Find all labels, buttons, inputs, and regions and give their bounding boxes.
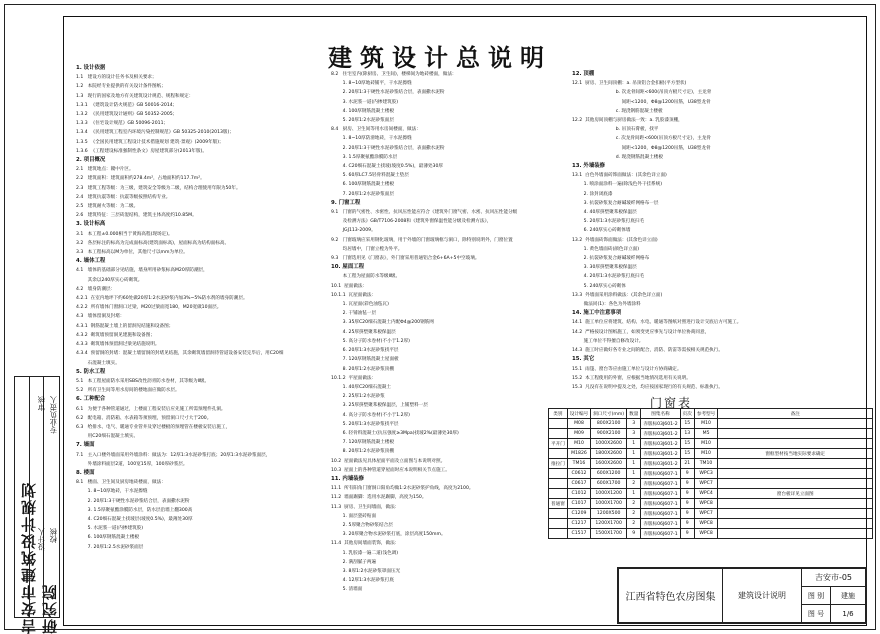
table-header: 数量: [627, 409, 641, 419]
table-cell: WPC7: [694, 479, 717, 489]
note-line: 2. 5厚聚合物砂浆结合层: [331, 522, 393, 528]
note-line: 4. 25厚挤塑聚苯板保温层: [331, 329, 396, 335]
note-line: 1. 黄色墙面砖(颜色详立面): [572, 246, 640, 252]
table-cell: 赤版标06J607-1: [641, 529, 680, 539]
note-line: 7. 20厚1:2.5水泥砂浆面层: [76, 544, 144, 550]
note-line: 6. 20厚1:3水泥砂浆找平层: [331, 348, 399, 354]
table-cell: M5: [694, 429, 717, 439]
section-heading: 7. 墙面: [76, 442, 95, 449]
table-cell: [549, 509, 568, 519]
table-cell: TM16: [567, 459, 590, 469]
note-line: 1.3.4 《民用建筑工程室内环境污染控制规范》GB 50325-2010(2013版)；: [76, 130, 234, 136]
note-line: 6. 100厚钢筋混凝土楼板: [331, 182, 395, 188]
note-line: 5. 20厚1:2水泥砂浆面层: [331, 118, 394, 124]
table-cell: 赤版标03J601-2: [641, 459, 680, 469]
door-window-table: [548, 408, 873, 539]
note-line: 6.2 配电箱、消防箱、水表箱等须预埋，预留洞口尺寸大于200。: [76, 415, 212, 421]
note-line: 4.3.4 预留洞的封堵：混凝土墙留洞的封堵见结施，其余砌筑墙留洞待管道设备安装完毕后，用C20细: [76, 351, 284, 357]
drawing-code: 吉安市-05: [801, 568, 866, 587]
notes-column-3: [572, 70, 741, 392]
table-cell: 15: [680, 419, 694, 429]
note-line: 13.3 外墙面采用涂料做法：(其余色详立面): [572, 292, 663, 298]
note-line: 2. 涂封闭底漆: [572, 191, 613, 197]
table-cell: 1200X500: [591, 509, 627, 519]
note-line: 均居墙中，门窗立樘为外平。: [331, 246, 403, 252]
section-heading: 13. 外墙装修: [572, 163, 605, 170]
number-value: 1/6: [830, 604, 866, 623]
table-cell: 赤版标06J607-1: [641, 499, 680, 509]
note-line: 2.6 建筑特征：三层砖混结构，建筑主体高度约10.85M。: [76, 213, 197, 219]
table-cell: 9: [627, 529, 641, 539]
table-row: [549, 469, 873, 479]
table-cell: 9: [680, 519, 694, 529]
table-cell: M1826: [567, 449, 590, 459]
table-cell: 赤版标06J607-1: [641, 469, 680, 479]
section-heading: 8. 楼面: [76, 469, 95, 476]
note-line: 5. 60厚LC7.5轻骨料混凝土垫层: [331, 173, 409, 179]
table-cell: 900X2100: [591, 429, 627, 439]
table-header: 设计编号: [567, 409, 590, 419]
table-cell: WPC7: [694, 509, 717, 519]
table-cell: 窗台板详见立面图: [718, 489, 873, 499]
note-line: 2. 20厚1:3干硬性水泥砂浆结合层，表面撒水泥粉: [331, 90, 445, 96]
table-cell: 推拉门: [549, 459, 568, 469]
note-line: 1.3.2 《民用建筑设计通则》GB 50352-2005；: [76, 112, 178, 118]
note-line: 12.1 厨房、卫生间顶棚：a. 吊顶铝合金扣板(平方型状): [572, 81, 687, 87]
table-cell: C1517: [567, 529, 590, 539]
note-line: 石混凝土填实。: [76, 360, 120, 366]
table-cell: C1017: [567, 499, 590, 509]
table-cell: 9: [680, 529, 694, 539]
note-line: 1.2 本院经专业提供的有关设计条件图纸；: [76, 84, 166, 90]
table-cell: M10: [567, 439, 590, 449]
table-cell: [718, 499, 873, 509]
note-line: 5. 20厚1:3水泥砂浆找平层: [331, 421, 399, 427]
note-line: 14.3 施工时应做好各专业之间的配合，消防、防雷等需按相关规范执行。: [572, 348, 723, 354]
note-line: 15.3 凡没有在说明中提及之处，均应按国家现行的有关规范、标准执行。: [572, 384, 723, 390]
note-line: 13.2 外墙面砖饰面做法：(其余色详立面): [572, 237, 658, 243]
table-cell: 2: [627, 509, 641, 519]
table-cell: [549, 449, 568, 459]
table-row: [549, 499, 873, 509]
note-line: 3. 25厚挤塑聚苯板保温层，上铺塑料一层: [331, 403, 428, 409]
note-line: 2. 抗裂砂浆复合耐碱玻纤网格布: [572, 256, 650, 262]
table-cell: 1: [627, 449, 641, 459]
note-line: 10.2 屋面做法见具体屋面平面及立面图与本说明对照。: [331, 458, 446, 464]
table-cell: [718, 419, 873, 429]
category-label: 图 别: [801, 586, 831, 605]
note-line: 15.2 本工程使用的外窗，应根据当地情况选用有关说明。: [572, 375, 691, 381]
note-line: 9.2 门窗玻璃应采用钢化玻璃，用于外墙的门窗玻璃框与洞口，除特别说明外，门窗位置: [331, 237, 513, 243]
note-line: 12.2 其他房间顶棚与厨房做法一致：a. 乳胶漆顶棚，: [572, 118, 683, 124]
lead-label: 专业负责人: [49, 396, 58, 434]
note-line: d. 现浇钢筋混凝土楼板: [572, 154, 663, 160]
table-cell: WPC4: [694, 489, 717, 499]
note-line: 2. 干铺油毡一层: [331, 311, 377, 317]
note-line: 1.3.3 《住宅设计规范》GB 50096-2011；: [76, 121, 169, 127]
table-cell: [718, 479, 873, 489]
note-line: 2.4 建筑抗震等级：抗震等级按照结构专业。: [76, 194, 171, 200]
table-cell: 1600X2600: [591, 459, 627, 469]
organization-name: 吉安市建筑设计规划研究院: [20, 481, 59, 634]
table-cell: [549, 519, 568, 529]
table-cell: [549, 489, 568, 499]
table-cell: WPC8: [694, 519, 717, 529]
table-cell: 3: [627, 419, 641, 429]
note-line: 3.1 本工程±0.000相当于黄海高程(现场定)。: [76, 231, 173, 237]
table-cell: 1: [627, 469, 641, 479]
note-line: 4.3.2 砌筑墙预留洞见建施和设备图；: [76, 332, 155, 338]
note-line: 5. 高分子防水卷材(不小于1.2厚): [331, 338, 410, 344]
note-line: 7.1 主入口楼外墙面采用外墙涂料：做法为：12厚1:3水泥砂浆打底；20厚1:3水泥砂浆面层，: [76, 452, 271, 458]
note-line: 6.3 给排水、电气、暖通专业管井及穿过楼板的预埋管在楼板安装后施工，: [76, 424, 231, 430]
section-heading: 10. 屋面工程: [331, 264, 364, 271]
note-line: 1.3 现行的国家及地方有关建筑设计规范、规程和规定：: [76, 93, 194, 99]
note-line: 2.3 建筑工程等级：为三级，建筑安全等级为二级，结构合理使用年限为50年。: [76, 185, 241, 191]
table-cell: [718, 469, 873, 479]
note-line: 8. 20厚1:2水泥砂浆顶棚: [331, 366, 394, 372]
section-heading: 6. 工种配合: [76, 396, 106, 403]
table-cell: 赤版标06J607-1: [641, 489, 680, 499]
note-line: 4. C20细石混凝土找坡(坡度0.5%)，最薄处30厚: [331, 164, 443, 170]
number-label: 图 号: [801, 604, 831, 623]
note-line: 1.3.6 《工程建设标准强制性条文》房屋建筑部分(2013年版)。: [76, 148, 207, 154]
note-line: 3. 8厚1:2水泥砂浆罩面压光: [331, 568, 401, 574]
table-cell: 窗框型材按当地实际要求确定: [718, 449, 873, 459]
table-cell: 赤版标03J601-2: [641, 439, 680, 449]
table-cell: 15: [680, 439, 694, 449]
note-line: 10.1.2 平屋面做法：: [331, 375, 377, 381]
table-row: [549, 459, 873, 469]
table-row: [549, 489, 873, 499]
note-line: 用C20细石混凝土填实。: [76, 434, 139, 440]
note-line: 1.1 建设方的设计任务书及相关要求；: [76, 75, 157, 81]
table-cell: 600X1700: [591, 479, 627, 489]
table-cell: 赤版标06J607-1: [641, 479, 680, 489]
note-line: 14.2 严格按设计图纸施工，如须变更应事先与设计单位协商同意，: [572, 329, 710, 335]
table-cell: 600X1200: [591, 469, 627, 479]
table-cell: WPC8: [694, 529, 717, 539]
note-line: 2.5 建筑耐火等级：为二级。: [76, 204, 139, 210]
note-line: 3. 水泥浆一道(内掺建筑胶): [331, 99, 399, 105]
table-cell: 1000X1700: [591, 499, 627, 509]
table-cell: 赤版标03J601-2: [641, 449, 680, 459]
note-line: 4.3.1 钢筋混凝土墙上的留洞见结施和设备图；: [76, 323, 174, 329]
table-header: 类别: [549, 409, 568, 419]
table-header: 图集名称: [641, 409, 680, 419]
note-line: 14.1 施工单位应将建筑、结构、水电、暖通等图纸对照进行设计交底后方可施工。: [572, 320, 742, 326]
note-line: 4. 高分子防水卷材(不小于1.2厚): [331, 412, 410, 418]
note-line: 2. 20厚1:3干硬性水泥砂浆结合层，表面撒水泥粉: [331, 145, 445, 151]
note-line: 3. 1.5厚聚氨酯涂膜防水层，防水层沿墙上翻300高: [76, 507, 193, 513]
checker-label: 校核: [49, 528, 58, 543]
note-line: 4. C20细石混凝土找坡层(坡度0.5%)，最薄处30厚: [76, 516, 193, 522]
table-row: [549, 509, 873, 519]
table-cell: [549, 529, 568, 539]
table-cell: [718, 529, 873, 539]
table-cell: [718, 429, 873, 439]
table-row: [549, 449, 873, 459]
table-cell: 1: [627, 439, 641, 449]
reviewer-label: 审核: [37, 396, 46, 411]
note-line: 11.4 其他房间墙面装饰，做法：: [331, 541, 400, 547]
section-heading: 9. 门窗工程: [331, 199, 361, 206]
designer-label: 设计人: [37, 528, 46, 551]
table-header: 页次: [680, 409, 694, 419]
note-line: 15.1 雨篷、窗台等应由施工单位与设计方协商确定。: [572, 366, 682, 372]
note-line: 外墙涂料面层2道，100宽15厚，100厚砂浆层。: [76, 461, 188, 467]
table-cell: C1217: [567, 519, 590, 529]
note-line: 5.2 所有卫生间等用水房间的楼地面应做防水层。: [76, 388, 180, 394]
note-line: 做法同(1)：各色为外墙涂料: [572, 302, 641, 308]
note-line: 4. 40厚挤塑聚苯板保温层: [572, 210, 637, 216]
note-line: 3. 抗裂砂浆复合耐碱玻纤网格布一层: [572, 200, 659, 206]
note-line: 10.3 屋面上的各种管道穿屋面时应本说明相关节点施工。: [331, 467, 450, 473]
note-line: 8.1 楼面、卫生间及厨房地砖楼面，做法：: [76, 480, 166, 486]
table-cell: M10: [694, 439, 717, 449]
note-line: 10.1 屋面做法：: [331, 283, 368, 289]
table-cell: 2: [627, 499, 641, 509]
door-table-title: 门窗表: [650, 396, 693, 410]
table-cell: M08: [567, 419, 590, 429]
table-cell: 赤版标03J601-2: [641, 419, 680, 429]
note-line: 1. 瓦屋面(彩色油毡瓦): [331, 302, 389, 308]
section-heading: 1. 设计依据: [76, 65, 106, 71]
table-row: [549, 479, 873, 489]
title-block: [617, 567, 867, 624]
table-cell: M09: [567, 429, 590, 439]
note-line: 9.3 门窗选用见《门窗表》，外门窗采用普通铝合金6+6A+5中空玻璃。: [331, 256, 480, 262]
table-cell: 赤版标06J607-1: [641, 509, 680, 519]
page-title: 建筑设计总说明: [328, 43, 552, 72]
table-header: 洞口尺寸(mm): [591, 409, 627, 419]
note-line: 间距<1200，Φ8@1200吊筋，U38型龙骨: [572, 99, 711, 105]
table-cell: C0617: [567, 479, 590, 489]
table-cell: 1800X2600: [591, 449, 627, 459]
table-cell: 2: [627, 519, 641, 529]
table-cell: 赤版标03J601-2: [641, 429, 680, 439]
note-line: c. 次龙骨间距<600(吊顶方板尺寸定)，主龙骨: [572, 136, 711, 142]
note-line: 8.2 住宅室内(除厨房、卫生间)，楼梯间为地砖楼面，做法：: [331, 72, 457, 77]
table-cell: 平开门: [549, 439, 568, 449]
note-line: 4.3.3 砌筑墙体预留洞过梁见结施说明。: [76, 342, 160, 348]
note-line: 1. 乳胶漆一遍二道(浅色调): [331, 550, 399, 556]
table-cell: 9: [680, 469, 694, 479]
table-cell: C0612: [567, 469, 590, 479]
notes-column-1: [76, 64, 283, 552]
table-cell: [718, 519, 873, 529]
note-line: 8.4 厨房、卫生间等用水房间楼面，做法：: [331, 127, 421, 133]
note-line: 2.1 建筑地点：赣中片区。: [76, 167, 134, 173]
table-row: [549, 439, 873, 449]
table-cell: TM10: [694, 459, 717, 469]
note-line: 5. 20厚1:3水泥砂浆打底扫毛: [572, 219, 645, 225]
note-line: 6. 100厚钢筋混凝土楼板: [76, 535, 140, 541]
note-line: 2.2 建筑面积：建筑面积约278.4m²，占地面积约117.7m²。: [76, 176, 205, 182]
note-line: 1. 8~10厚地砖铺平，干水泥擦缝: [331, 81, 412, 87]
table-row: [549, 419, 873, 429]
note-line: 4.2.1 在室内地坪下约60处做20厚1:2水泥砂浆内加3%~5%防水剂的墙身防潮层。: [76, 296, 248, 302]
table-cell: 13: [680, 429, 694, 439]
table-cell: 21: [680, 459, 694, 469]
note-line: 1. 8~10厚地砖，干水泥擦缝: [76, 489, 148, 495]
section-heading: 14. 施工中注意事项: [572, 310, 622, 317]
note-line: 4. 12厚1:3水泥砂浆打底: [331, 578, 394, 584]
note-line: 1.3.5 《全国民用建筑工程设计技术措施规划 建筑·景观》(2009年版)；: [76, 139, 224, 145]
table-row: [549, 529, 873, 539]
note-line: 4. 100厚钢筋混凝土楼板: [331, 108, 395, 114]
table-cell: [718, 439, 873, 449]
table-cell: 15: [680, 449, 694, 459]
note-line: 1. 40厚C20细石混凝土: [331, 384, 391, 390]
table-cell: [549, 419, 568, 429]
atlas-name: 江西省特色农房图集: [618, 568, 723, 623]
note-line: 其余以240厚实心砖砌筑。: [76, 277, 143, 283]
note-line: 1. 8~10厚防滑地砖，干水泥擦缝: [331, 136, 412, 142]
note-line: 3. 30厚挤塑聚苯板保温层: [572, 265, 637, 271]
note-line: 7. 120厚钢筋混凝土屋面板: [331, 357, 399, 363]
table-cell: 9: [680, 509, 694, 519]
note-line: 5.1 本工程屋面防水采用SBS改性沥青防水卷材，其等级为Ⅱ级。: [76, 378, 210, 384]
note-line: 9.1 门窗的气密性、水密性、抗风压性能应符合《建筑外门窗气密、水密、抗风压性能分级: [331, 210, 518, 216]
section-heading: 3. 设计标高: [76, 221, 106, 228]
table-cell: 1: [627, 459, 641, 469]
note-line: 3.3 本工程标高以M为单位，其他尺寸以mm为单位。: [76, 250, 188, 256]
table-cell: M10: [694, 449, 717, 459]
note-line: 6. 240厚实心砖砌体墙: [572, 228, 631, 234]
note-line: 3. 1.5厚聚氨酯涂膜防水层: [331, 154, 398, 160]
table-cell: 1000X1200: [591, 489, 627, 499]
note-line: 11.2 墙面踢脚：选用水泥踢脚，高度为150。: [331, 495, 427, 501]
note-line: JGJ113-2009。: [331, 228, 376, 234]
note-line: 7. 120厚钢筋混凝土楼板: [331, 440, 395, 446]
note-line: b. 次龙骨间距<600(吊顶方板尺寸定)，主龙骨: [572, 90, 712, 96]
note-line: 4.2 墙身防潮层：: [76, 286, 116, 292]
note-line: 11.3 厨房、卫生间墙面，做法：: [331, 504, 400, 510]
note-line: 4.2.2 所有墙体门窗洞口过梁，M20过梁面宽180，M20宽做10面层。: [76, 305, 222, 311]
table-cell: 3: [627, 429, 641, 439]
note-line: 2. 25厚1:2水泥砂浆: [331, 394, 385, 400]
section-heading: 12. 顶棚: [572, 71, 595, 77]
table-row: [549, 519, 873, 529]
drawing-name: 建筑设计说明: [722, 568, 802, 623]
note-line: 6. 轻骨料混凝土(抗压强度≥3Mpa)找坡2%(最薄处30厚): [331, 430, 459, 436]
note-line: 及检测方法》GB/T7106-2008和《建筑外窗保温性能分级及检测方法》，: [331, 219, 492, 225]
table-cell: M10: [694, 419, 717, 429]
section-heading: 11. 内墙装修: [331, 475, 364, 482]
table-cell: [549, 479, 568, 489]
table-cell: 9: [680, 499, 694, 509]
table-header: 参考型号: [694, 409, 717, 419]
note-line: 1. 面层瓷砖贴面: [331, 513, 377, 519]
table-cell: 1500X1700: [591, 529, 627, 539]
note-line: 11.1 所有阳角门窗洞口阳角均做1:2水泥砂浆护角线，高度为2100。: [331, 486, 474, 492]
notes-column-2: [331, 70, 517, 595]
note-line: b. 吊顶石膏板，找平: [572, 127, 659, 133]
table-cell: 普通窗: [549, 499, 568, 509]
note-line: 4.3 墙体留洞及封堵：: [76, 314, 125, 320]
note-line: 4.1 墙体的基础部分见结施，墙身所用砂浆标高M20厚防潮层，: [76, 268, 208, 274]
table-cell: [718, 459, 873, 469]
table-cell: 9: [680, 479, 694, 489]
note-line: 2. 20厚1:3干硬性水泥砂浆结合层，表面撒水泥粉: [76, 498, 190, 504]
table-cell: 1: [627, 489, 641, 499]
note-line: 13.1 白色外墙面砖饰面做法：(其余色详立面): [572, 173, 667, 179]
section-heading: 15. 其它: [572, 356, 595, 363]
note-line: 5. 水泥浆一道(内掺建筑胶): [76, 526, 144, 532]
note-line: 1. 喷涂面涂料一遍(除浅色外干挂系统): [572, 182, 663, 188]
table-cell: WPC8: [694, 499, 717, 509]
table-cell: 9: [680, 489, 694, 499]
note-line: 10.1.1 瓦屋面做法：: [331, 292, 377, 298]
note-line: 1.3.1 《建筑设计防火规范》GB 50016-2014；: [76, 102, 178, 108]
category-value: 建施: [830, 586, 866, 605]
note-line: 3. 20厚聚合物水泥砂浆打底，涂层高度150mm。: [331, 532, 446, 538]
table-cell: [718, 509, 873, 519]
note-line: 3.2 各层标注的标高为完成面标高(建筑面标高)，屋面标高为结构面标高。: [76, 240, 230, 246]
table-row: [549, 429, 873, 439]
note-line: 6.1 为便于各种管道通过，上楼面工程安装后应先施工所需预埋件孔洞。: [76, 406, 226, 412]
table-header: 备注: [718, 409, 873, 419]
table-cell: WPC3: [694, 469, 717, 479]
section-heading: 5. 防水工程: [76, 368, 106, 375]
table-cell: 800X2100: [591, 419, 627, 429]
note-line: 4. 20厚1:3水泥砂浆打底扫毛: [572, 274, 645, 280]
table-cell: [549, 429, 568, 439]
section-heading: 4. 墙体工程: [76, 258, 106, 265]
note-line: 施工单位不得擅自修改设计。: [572, 338, 644, 344]
note-line: 3. 35厚C20细石混凝土内配Φ4@200钢筋网: [331, 320, 434, 326]
note-line: 2. 满刮腻子两遍: [331, 559, 377, 565]
note-line: 间距<1200，Φ8@1200吊筋，U38型龙骨: [572, 145, 711, 151]
table-cell: 赤版标06J607-1: [641, 519, 680, 529]
note-line: 本工程为屋面防水等级Ⅱ级。: [331, 274, 401, 280]
table-cell: C1012: [567, 489, 590, 499]
table-cell: 1000X2600: [591, 439, 627, 449]
table-cell: 1200X1700: [591, 519, 627, 529]
note-line: 5. 清墙面: [331, 587, 363, 593]
note-line: 7. 20厚1:2水泥砂浆面层: [331, 191, 394, 197]
section-heading: 2. 项目概况: [76, 157, 106, 164]
note-line: c. 现浇钢筋混凝土楼板: [572, 108, 663, 114]
table-cell: 2: [627, 479, 641, 489]
note-line: 5. 240厚实心砖砌体: [572, 283, 626, 289]
table-cell: C1209: [567, 509, 590, 519]
table-cell: [549, 469, 568, 479]
note-line: 8. 20厚1:2水泥砂浆顶棚: [331, 449, 394, 455]
